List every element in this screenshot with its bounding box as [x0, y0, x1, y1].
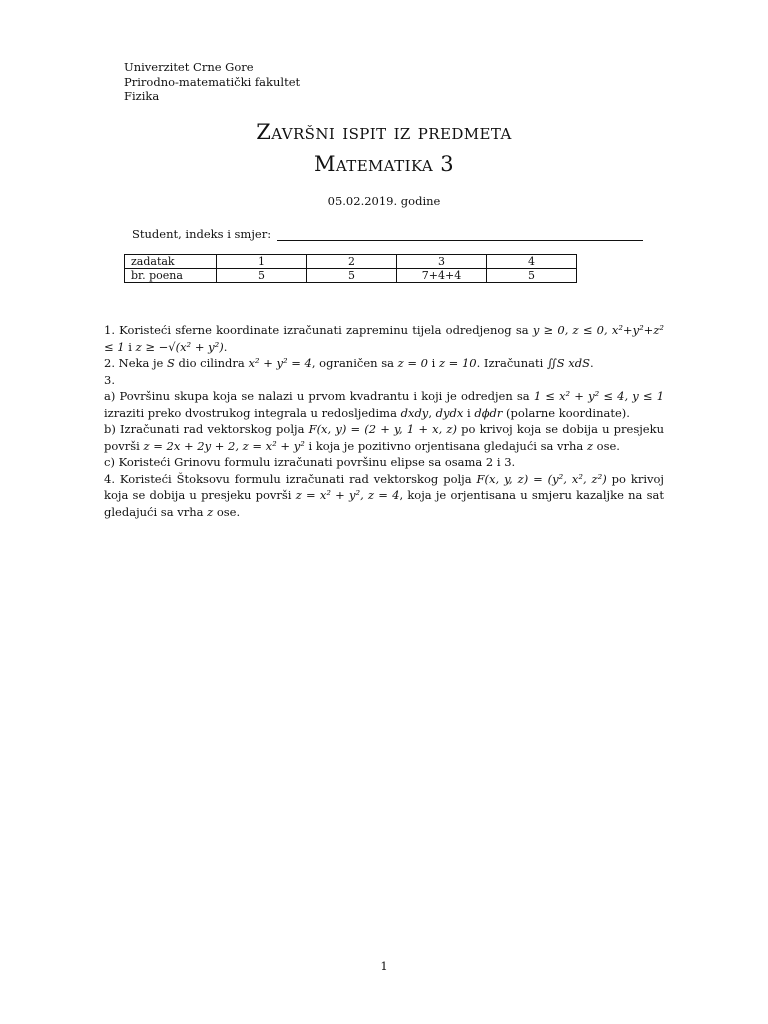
problem-3-number: 3. [104, 372, 115, 387]
institution-faculty: Prirodno-matematički fakultet [124, 74, 301, 89]
score-header-cell: 2 [307, 255, 397, 269]
points-label: br. poena [125, 269, 217, 283]
problem-text: , [428, 405, 436, 420]
student-field [132, 227, 643, 241]
score-header-label: zadatak [125, 255, 217, 269]
math-expression: 1 ≤ x² + y² ≤ 4, y ≤ 1 [533, 389, 665, 403]
problem-text: i [427, 356, 439, 370]
problem-text: . Izračunati [476, 356, 547, 370]
points-cell: 5 [487, 269, 577, 283]
problem-text: , koja je orjentisana u smjeru kazaljke na sat gledajući sa vrha [104, 488, 664, 519]
math-expression: z = 2x + 2y + 2, z = x² + y² [143, 438, 305, 453]
problem-text: . [590, 356, 594, 370]
score-header-cell: 4 [487, 255, 577, 269]
problem-3a [104, 388, 664, 421]
score-table-header-row [125, 255, 577, 269]
math-expression: y ≥ 0, z ≤ 0, x²+y²+z² ≤ 1 [104, 323, 664, 354]
institution-department: Fizika [124, 89, 160, 103]
math-expression: S [167, 356, 175, 370]
institution-block [124, 60, 300, 104]
course-title: Matematika 3 [313, 152, 455, 176]
score-table-points-row [125, 269, 577, 283]
math-expression: x² + y² = 4 [248, 356, 312, 370]
problem-text: i [128, 339, 136, 354]
problem-4 [104, 471, 664, 521]
problem-text: po krivoj koja se dobija u presjeku površi [104, 422, 664, 453]
problem-text: 1. Koristeći sferne koordinate izračunati zapreminu tijela odredjenog sa [104, 323, 533, 337]
score-header-cell: 1 [217, 255, 307, 269]
problem-3c: c) Koristeći Grinovu formulu izračunati površinu elipse sa osama 2 i 3. [104, 455, 516, 469]
problem-text: 4. Koristeći Štoksovu formulu izračunati rad vektorskog polja [104, 471, 477, 486]
math-expression: F(x, y) = (2 + y, 1 + x, z) [308, 422, 457, 436]
math-expression: z = x² + y², z = 4 [295, 488, 400, 502]
problem-text: dio cilindra [174, 356, 249, 370]
math-expression: F(x, y, z) = (y², x², z²) [476, 471, 607, 486]
problem-text: ose. [593, 438, 620, 453]
score-table [124, 254, 577, 283]
math-expression: z [207, 504, 214, 519]
points-cell: 7+4+4 [397, 269, 487, 283]
math-expression: dϕdr [474, 405, 503, 420]
points-cell: 5 [307, 269, 397, 283]
score-header-cell: 3 [397, 255, 487, 269]
student-blank-line [277, 229, 643, 241]
math-expression: z = 10 [438, 356, 477, 370]
points-cell: 5 [217, 269, 307, 283]
math-expression: dxdy [400, 405, 429, 420]
problem-1 [104, 322, 664, 355]
math-expression: ∬S xdS [546, 356, 590, 370]
student-label: Student, indeks i smjer: [132, 227, 272, 241]
problem-list [104, 322, 664, 520]
math-expression: z = 0 [397, 356, 428, 370]
problem-text: , ograničen sa [311, 356, 398, 370]
math-expression: z [586, 438, 593, 453]
problem-text: ose. [213, 504, 241, 519]
problem-2 [104, 355, 664, 372]
problem-text: (polarne koordinate). [502, 405, 630, 420]
problem-text: 2. Neka je [104, 356, 168, 370]
exam-date: 05.02.2019. godine [327, 194, 441, 208]
math-expression: z ≥ −√(x² + y²) [135, 339, 224, 354]
problem-text: izraziti preko dvostrukog integrala u redosljedima [104, 405, 401, 420]
problem-text: . [223, 339, 228, 354]
math-expression: dydx [435, 405, 464, 420]
problem-text: b) Izračunati rad vektorskog polja [104, 422, 309, 436]
exam-title: Završni ispit iz predmeta [256, 120, 512, 144]
problem-text: i koja je pozitivno orjentisana gledajući sa vrha [304, 438, 587, 453]
institution-university: Univerzitet Crne Gore [124, 60, 254, 74]
problem-text: a) Površinu skupa koja se nalazi u prvom kvadrantu i koji je odredjen sa [104, 389, 534, 403]
problem-text: i [463, 405, 475, 420]
page-number: 1 [380, 959, 388, 973]
problem-text: po krivoj koja se dobija u presjeku površi [104, 471, 664, 502]
problem-3b [104, 421, 664, 454]
